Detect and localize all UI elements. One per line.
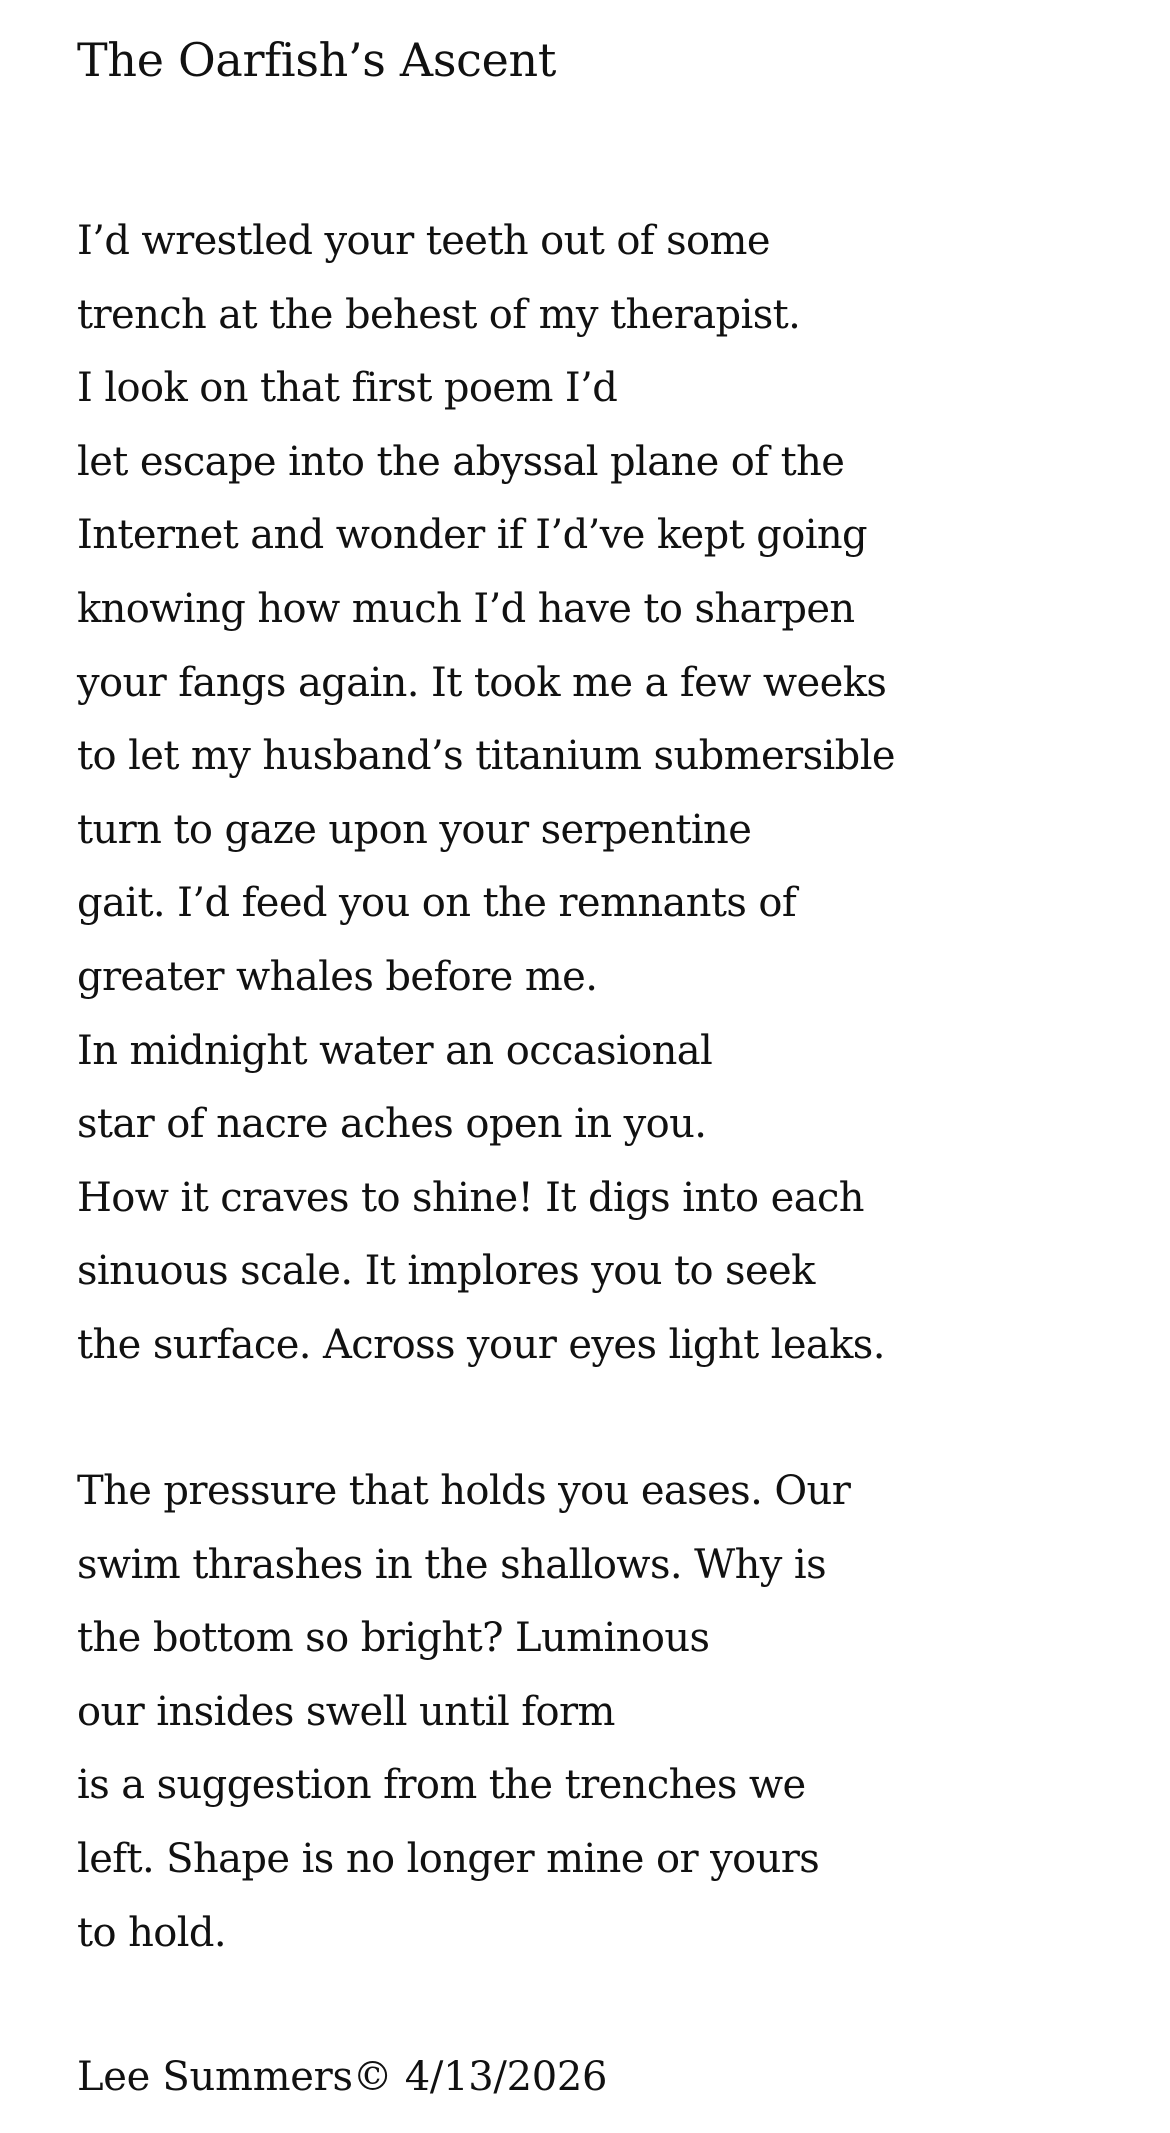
poem-line: turn to gaze upon your serpentine [77,806,752,853]
poem-line: trench at the behest of my therapist. [77,291,801,338]
poem-line: sinuous scale. It implores you to seek [77,1248,815,1295]
poem-line: I look on that first poem I’d [77,365,618,412]
poem-line: your fangs again. It took me a few weeks [77,659,887,706]
poem-line: In midnight water an occasional [77,1027,713,1074]
poem-line: greater whales before me. [77,953,598,1000]
poem-line: gait. I’d feed you on the remnants of [77,880,797,927]
poem-line: The pressure that holds you eases. Our [77,1468,851,1514]
poem-line: to hold. [77,1909,227,1956]
poem-line: the surface. Across your eyes light leaks. [77,1321,885,1368]
stanza-2 [77,1455,850,1970]
poem-line: to let my husband’s titanium submersible [77,733,895,780]
poem-line: knowing how much I’d have to sharpen [77,585,855,632]
poem-line: left. Shape is no longer mine or yours [77,1835,820,1882]
poem-line: star of nacre aches open in you. [77,1101,707,1148]
poem-line: let escape into the abyssal plane of the [77,438,845,485]
stanza-1 [77,205,895,1383]
poem-line: the bottom so bright? Luminous [77,1615,710,1662]
author-signature: Lee Summers© 4/13/2026 [77,2054,608,2100]
poem-line: How it craves to shine! It digs into each [77,1174,864,1221]
poem-line: is a suggestion from the trenches we [77,1762,806,1809]
poem-line: Internet and wonder if I’d’ve kept going [77,512,868,559]
poem-line: swim thrashes in the shallows. Why is [77,1541,827,1588]
poem-line: I’d wrestled your teeth out of some [77,218,770,264]
poem-title: The Oarfish’s Ascent [77,33,557,87]
poem-line: our insides swell until form [77,1688,615,1735]
